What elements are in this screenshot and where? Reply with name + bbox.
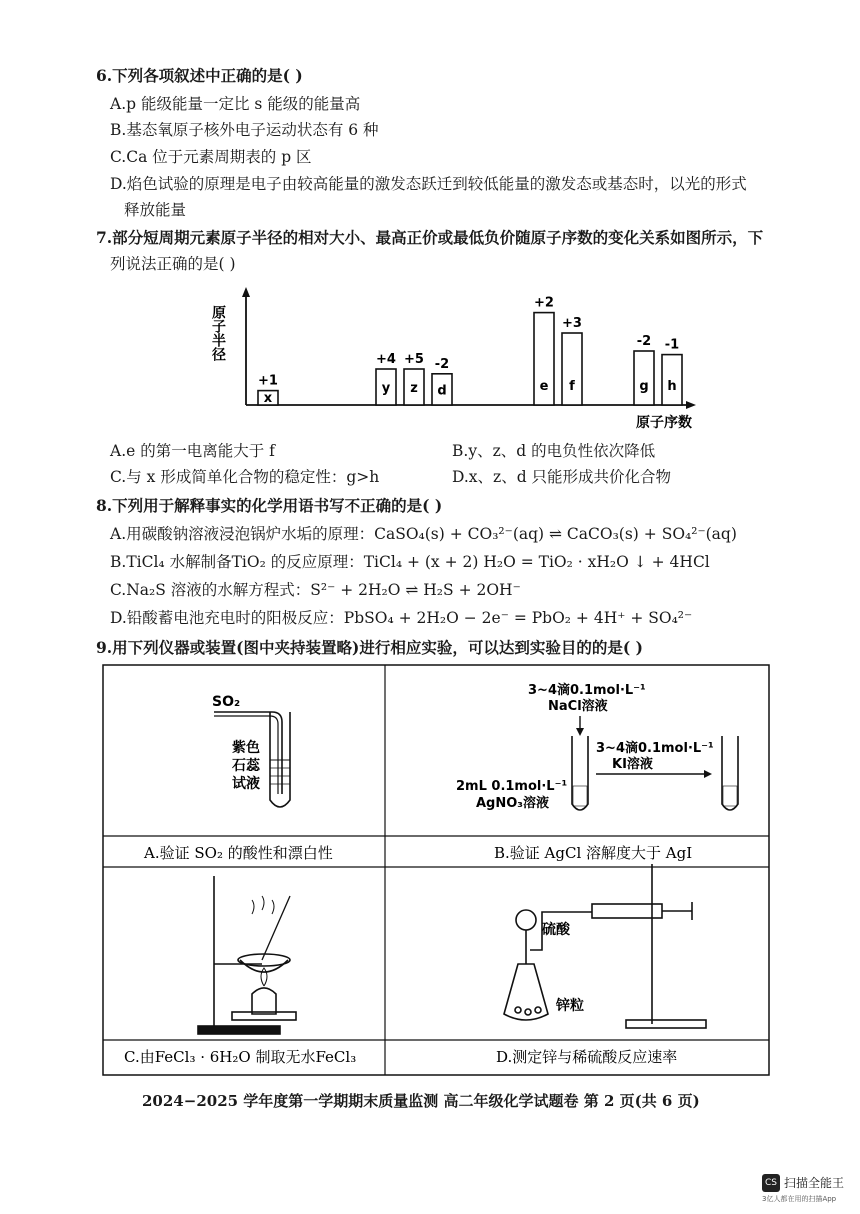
valence-label-z: +5 bbox=[404, 352, 424, 367]
valence-label-x: +1 bbox=[258, 373, 278, 389]
svg-text:紫色: 紫色 bbox=[232, 740, 260, 756]
bar-g bbox=[634, 351, 654, 405]
bar-label-z: z bbox=[410, 381, 418, 396]
panel-d-apparatus bbox=[504, 864, 706, 1028]
q6-option-d: D.焰色试验的原理是电子由较高能量的激发态跃迁到较低能量的激发态或基态时，以光的形式 bbox=[110, 175, 747, 193]
bar-label-x: x bbox=[263, 391, 273, 406]
valence-label-e: +2 bbox=[534, 295, 554, 311]
dropping-funnel-icon bbox=[516, 910, 536, 930]
svg-text:AgNO₃溶液: AgNO₃溶液 bbox=[476, 796, 549, 811]
svg-text:2mL 0.1mol·L⁻¹: 2mL 0.1mol·L⁻¹ bbox=[456, 779, 568, 794]
q7-option-a: A.e 的第一电离能大于 f bbox=[110, 442, 275, 460]
panel-b-apparatus bbox=[456, 682, 738, 811]
bar-label-d: d bbox=[437, 383, 447, 399]
valence-label-f: +3 bbox=[562, 316, 582, 331]
q7-option-d: D.x、z、d 只能形成共价化合物 bbox=[452, 468, 672, 486]
q7-stem-cont: 列说法正确的是( ) bbox=[110, 255, 236, 273]
svg-text:KI溶液: KI溶液 bbox=[612, 757, 653, 772]
valence-label-g: -2 bbox=[636, 334, 652, 349]
so2-label: SO₂ bbox=[212, 694, 241, 710]
bar-label-f: f bbox=[569, 379, 575, 394]
q6-option-b: B.基态氧原子核外电子运动状态有 6 种 bbox=[110, 121, 379, 139]
svg-text:试液: 试液 bbox=[232, 776, 260, 792]
q6-option-d-cont: 释放能量 bbox=[124, 201, 187, 219]
alcohol-lamp-icon bbox=[252, 988, 276, 1014]
q8-option-d: D.铅酸蓄电池充电时的阳极反应：PbSO₄ + 2H₂O − 2e⁻ = PbO₂ + 4H⁺ + SO₄²⁻ bbox=[110, 609, 693, 627]
cs-badge-icon: CS bbox=[762, 1174, 780, 1192]
experiment-table bbox=[102, 664, 770, 1078]
q6-stem: 6.下列各项叙述中正确的是( ) bbox=[96, 66, 303, 85]
glass-rod-icon bbox=[262, 896, 290, 960]
zinc-label: 锌粒 bbox=[556, 998, 584, 1014]
panel-b-caption: B.验证 AgCl 溶解度大于 AgI bbox=[494, 844, 693, 862]
svg-text:NaCl溶液: NaCl溶液 bbox=[548, 699, 608, 714]
valence-label-y: +4 bbox=[376, 352, 396, 367]
atomic-radius-chart bbox=[210, 285, 710, 435]
bar-label-h: h bbox=[667, 379, 677, 394]
panel-d-caption: D.测定锌与稀硫酸反应速率 bbox=[496, 1048, 678, 1066]
bar-label-g: g bbox=[639, 379, 649, 394]
q7-option-b: B.y、z、d 的电负性依次降低 bbox=[452, 442, 656, 460]
q8-option-b: B.TiCl₄ 水解制备TiO₂ 的反应原理：TiCl₄ + (x + 2) H₂O = TiO₂ · xH₂O ↓ + 4HCl bbox=[110, 553, 710, 571]
panel-c-apparatus bbox=[198, 876, 296, 1034]
panel-a-caption: A.验证 SO₂ 的酸性和漂白性 bbox=[144, 844, 333, 862]
panel-a-apparatus bbox=[212, 694, 290, 807]
valence-label-d: -2 bbox=[434, 356, 450, 372]
q7-option-c: C.与 x 形成简单化合物的稳定性：g>h bbox=[110, 468, 380, 486]
y-axis-arrow bbox=[242, 287, 250, 297]
svg-text:石蕊: 石蕊 bbox=[232, 758, 260, 774]
y-axis-label: 原子半径 bbox=[210, 305, 226, 361]
bar-label-y: y bbox=[381, 381, 391, 396]
svg-text:3~4滴0.1mol·L⁻¹: 3~4滴0.1mol·L⁻¹ bbox=[528, 683, 646, 698]
valence-label-h: -1 bbox=[664, 337, 680, 353]
panel-c-caption: C.由FeCl₃ · 6H₂O 制取无水FeCl₃ bbox=[124, 1048, 357, 1066]
scanner-logo: CS 扫描全能王 3亿人都在用的扫描App bbox=[762, 1172, 844, 1204]
q9-stem: 9.用下列仪器或装置(图中夹持装置略)进行相应实验，可以达到实验目的的是( ) bbox=[96, 638, 643, 657]
q8-stem: 8.下列用于解释事实的化学用语书写不正确的是( ) bbox=[96, 496, 443, 515]
x-axis-label: 原子序数 bbox=[636, 415, 692, 431]
page-footer: 2024−2025 学年度第一学期期末质量监测 高二年级化学试题卷 第 2 页(共 6 页) bbox=[142, 1092, 700, 1110]
q6-option-a: A.p 能级能量一定比 s 能级的能量高 bbox=[110, 95, 361, 113]
bar-label-e: e bbox=[539, 379, 549, 394]
x-axis-arrow bbox=[686, 401, 696, 409]
q8-option-c: C.Na₂S 溶液的水解方程式：S²⁻ + 2H₂O ⇌ H₂S + 2OH⁻ bbox=[110, 581, 521, 599]
right-tube-icon bbox=[722, 736, 738, 810]
q8-option-a: A.用碳酸钠溶液浸泡锅炉水垢的原理：CaSO₄(s) + CO₃²⁻(aq) ⇌ CaCO₃(s) + SO₄²⁻(aq) bbox=[110, 525, 737, 543]
q6-option-c: C.Ca 位于元素周期表的 p 区 bbox=[110, 148, 312, 166]
svg-text:3~4滴0.1mol·L⁻¹: 3~4滴0.1mol·L⁻¹ bbox=[596, 741, 714, 756]
acid-label: 硫酸 bbox=[542, 922, 570, 938]
bar-f bbox=[562, 333, 582, 405]
q7-stem: 7.部分短周期元素原子半径的相对大小、最高正价或最低负价随原子序数的变化关系如图所示，下 bbox=[96, 228, 764, 247]
left-tube-icon bbox=[572, 736, 588, 810]
